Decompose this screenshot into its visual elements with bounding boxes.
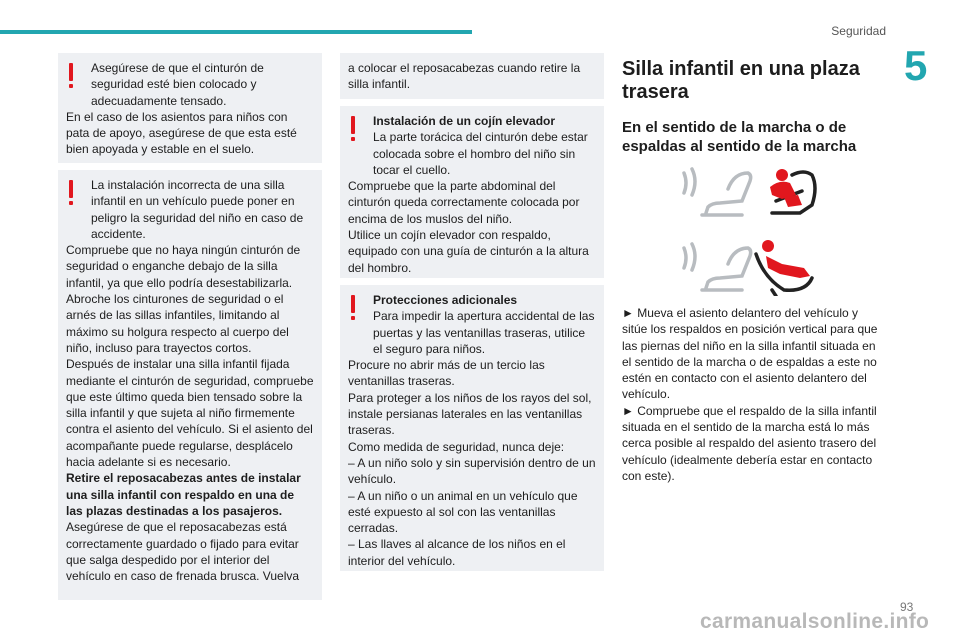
warning-icon — [68, 180, 74, 206]
warning-icon — [350, 295, 356, 321]
warning-text: Para proteger a los niños de los rayos del sol, instale persianas laterales en las ventanillas traseras. — [348, 390, 592, 438]
warning-text: Después de instalar una silla infantil fijada mediante el cinturón de seguridad, compruebe que este último queda bien tensado sobre la silla infantil y que sujeta al niño firmemente contra el asiento del vehículo. Si el asiento del acompañante puede regularse, desplácelo hacia adelante si es necesario. — [66, 357, 314, 470]
warning-text: Compruebe que la parte abdominal del cinturón queda correctamente colocada por encima de los muslos del niño. — [348, 179, 580, 226]
warning-text: Asegúrese de que el cinturón de seguridad esté bien colocado y adecuadamente tensado. — [91, 61, 264, 108]
page-number: 93 — [900, 600, 914, 614]
chapter-number: 5 — [904, 42, 928, 89]
list-item: – A un niño o un animal en un vehículo que esté expuesto al sol con las ventanillas cerradas. — [348, 488, 578, 536]
warning-title: Instalación de un cojín elevador — [373, 114, 556, 128]
warning-text: Compruebe que no haya ningún cinturón de seguridad o enganche debajo de la silla infantil, ya que ello podría desestabilizarla. — [66, 243, 301, 290]
forward-facing-child-seat-icon — [672, 165, 822, 220]
warning-box-continued — [340, 53, 604, 99]
list-item: – A un niño solo y sin supervisión dentro de un vehículo. — [348, 455, 596, 487]
warning-text: a colocar el reposacabezas cuando retire la silla infantil. — [348, 61, 581, 92]
warning-icon — [68, 63, 74, 89]
watermark: carmanualsonline.info — [700, 610, 930, 633]
subsection-heading: En el sentido de la marcha o de espaldas al sentido de la marcha — [622, 119, 857, 155]
warning-bold-text: Retire el reposacabezas antes de instalar una silla infantil con respaldo en una de las plazas destinadas a los pasajeros. — [66, 471, 301, 518]
warning-box-booster — [340, 106, 604, 278]
instruction-step: ► Compruebe que el respaldo de la silla infantil situada en el sentido de la marcha está lo más cerca posible al respaldo del asiento trasero del vehículo (idealmente debería estar en contacto con este). — [622, 403, 877, 483]
warning-text: Para impedir la apertura accidental de las puertas y las ventanillas traseras, utilice el seguro para niños. — [373, 309, 595, 356]
warning-box-installation — [58, 170, 322, 600]
warning-text: Abroche los cinturones de seguridad o el arnés de las sillas infantiles, limitando al máximo su holgura respecto al cuerpo del niño, incluso para trayectos cortos. — [66, 292, 289, 355]
section-title: Seguridad — [831, 24, 886, 38]
header-accent-bar — [0, 30, 472, 34]
instruction-step: ► Mueva el asiento delantero del vehículo y sitúe los respaldos en posición vertical para que las piernas del niño en la silla infantil situada en el sentido de la marcha o de espaldas a este no estén en contacto con el asiento delantero del vehículo. — [622, 306, 878, 402]
section-heading: Silla infantil en una plaza trasera — [622, 58, 860, 103]
warning-text: En el caso de los asientos para niños con pata de apoyo, asegúrese de que esta esté bien apoyada y estable en el suelo. — [66, 109, 297, 157]
warning-box-protections — [340, 285, 604, 571]
warning-text: La instalación incorrecta de una silla infantil en un vehículo puede poner en peligro la seguridad del niño en caso de accidente. — [91, 178, 304, 241]
warning-text: Procure no abrir más de un tercio las ventanillas traseras. — [348, 358, 545, 389]
warning-text: Utilice un cojín elevador con respaldo, equipado con una guía de cinturón a la altura del hombro. — [348, 228, 589, 275]
warning-box-seatbelt — [58, 53, 322, 163]
warning-text: Como medida de seguridad, nunca deje: — [348, 439, 565, 454]
instructions — [622, 305, 884, 484]
list-item: – Las llaves al alcance de los niños en el interior del vehículo. — [348, 537, 566, 568]
rear-facing-child-seat-icon — [672, 238, 822, 296]
warning-text: La parte torácica del cinturón debe estar colocada sobre el hombro del niño sin tocar el cuello. — [373, 130, 588, 177]
warning-text: Asegúrese de que el reposacabezas está correctamente guardado o fijado para evitar que salga despedido por el interior del vehículo en caso de frenada brusca. Vuelva — [66, 520, 300, 584]
warning-title: Protecciones adicionales — [373, 293, 518, 307]
warning-icon — [350, 116, 356, 142]
